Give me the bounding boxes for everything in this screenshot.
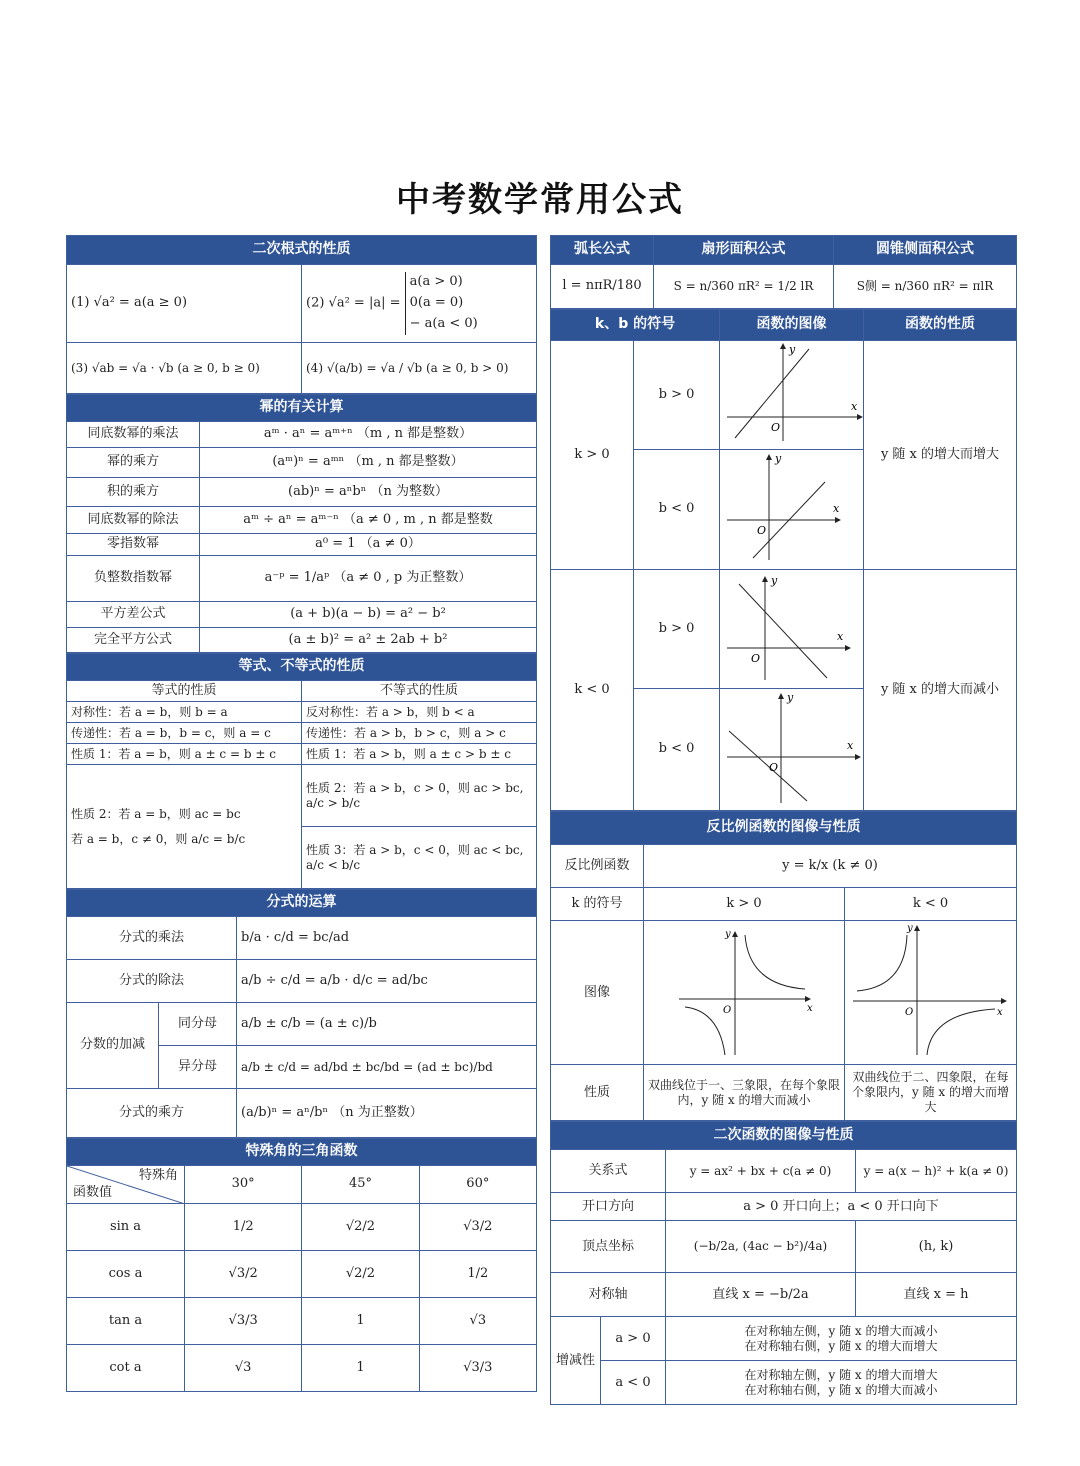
equality-row-3-left: 性质 1：若 a = b，则 a ± c = b ± c (67, 744, 302, 765)
fraction-diff-formula: a/b ± c/d = ad/bd ± bc/bd = (ad ± bc)/bd (237, 1046, 537, 1089)
quad-apos: a > 0 (601, 1317, 666, 1361)
linear-kneg: k < 0 (551, 569, 634, 811)
quad-apos-line2: 在对称轴右侧，y 随 x 的增大而增大 (744, 1338, 938, 1353)
inverse-prop-kpos: 双曲线位于一、三象限，在每个象限内，y 随 x 的增大而减小 (644, 1065, 845, 1121)
radical-formula-2 (302, 265, 537, 343)
left-column (66, 235, 537, 1392)
graph-kpos-bpos (721, 341, 863, 444)
equality-header: 等式、不等式的性质 (67, 654, 537, 681)
inverse-prop-kneg: 双曲线位于二、四象限，在每个象限内，y 随 x 的增大而增大 (845, 1065, 1017, 1121)
fraction-header: 分式的运算 (67, 890, 537, 917)
equality-row-2-right: 传递性：若 a > b，b > c，则 a > c (302, 723, 537, 744)
equality-row-3-right: 性质 1：若 a > b，则 a ± c > b ± c (302, 744, 537, 765)
linear-header-1: k、b 的符号 (551, 310, 720, 341)
axis-origin-label: O (768, 760, 778, 774)
quad-r4-vertex: 直线 x = h (856, 1273, 1017, 1317)
linear-graph-kpos-bneg (720, 450, 864, 569)
linear-dec: y 随 x 的增大而减小 (864, 569, 1017, 811)
trig-val: 1/2 (185, 1204, 302, 1251)
graph-kpos-bneg (721, 450, 863, 563)
trig-val: √3/3 (419, 1345, 536, 1392)
trig-val: √2/2 (302, 1204, 419, 1251)
equality-p2-left-line1: 性质 2：若 a = b，则 ac = bc (71, 806, 241, 821)
axis-y-label: y (774, 452, 781, 466)
radical-formula-2-lead: (2) √a² = |a| = (306, 296, 401, 311)
linear-graph-kneg-bneg (720, 688, 864, 810)
axis-origin-label: O (770, 421, 780, 434)
quad-apos-line1: 在对称轴左侧，y 随 x 的增大而减小 (744, 1323, 938, 1338)
trig-val: √2/2 (302, 1251, 419, 1298)
linear-bpos-1: b > 0 (634, 341, 720, 450)
quad-aneg-line2: 在对称轴右侧，y 随 x 的增大而减小 (744, 1382, 938, 1397)
axis-origin-label: O (905, 1007, 914, 1018)
arc-header-2: 扇形面积公式 (654, 236, 834, 265)
radical-table (66, 235, 537, 394)
linear-graph-kpos-bpos (720, 341, 864, 450)
linear-bneg-1: b < 0 (634, 450, 720, 569)
trig-angle-30: 30° (185, 1166, 302, 1204)
equality-p2-left-line2: 若 a = b，c ≠ 0，则 a/c = b/c (71, 831, 246, 846)
fraction-pow-label: 分式的乘方 (67, 1089, 237, 1138)
trig-val: √3/3 (185, 1298, 302, 1345)
equality-row-1-left: 对称性：若 a = b，则 b = a (67, 702, 302, 723)
equality-table (66, 653, 537, 889)
power-formula-3: (ab)ⁿ = aⁿbⁿ （n 为整数） (200, 478, 537, 507)
axis-x-label: x (997, 1007, 1003, 1018)
trig-val: √3 (419, 1298, 536, 1345)
equality-p2-left (67, 765, 302, 889)
quad-apos-desc (666, 1317, 1017, 1361)
fraction-pow-formula: (a/b)ⁿ = aⁿ/bⁿ （n 为正整数） (237, 1089, 537, 1138)
graph-kneg-bpos (721, 570, 863, 683)
power-name-2: 幂的乘方 (67, 448, 200, 478)
quad-r5-label: 增减性 (551, 1317, 601, 1405)
power-formula-7: (a + b)(a − b) = a² − b² (200, 602, 537, 628)
quad-header: 二次函数的图像与性质 (551, 1122, 1017, 1150)
power-formula-2: (aᵐ)ⁿ = aᵐⁿ （m , n 都是整数） (200, 448, 537, 478)
axis-x-label: x (832, 502, 839, 516)
inverse-table (550, 811, 1017, 1121)
linear-graph-kneg-bpos (720, 569, 864, 688)
linear-kpos: k > 0 (551, 341, 634, 570)
power-name-1: 同底数幂的乘法 (67, 422, 200, 448)
axis-x-label: x (806, 1003, 813, 1014)
inverse-r3-label: 图像 (551, 921, 644, 1065)
graph-kneg-bneg (721, 689, 863, 805)
linear-header-3: 函数的性质 (864, 310, 1017, 341)
trig-fn-cot: cot a (67, 1345, 185, 1392)
quad-r4-label: 对称轴 (551, 1273, 666, 1317)
radical-case-1: a(a > 0) (409, 274, 463, 290)
linear-bneg-2: b < 0 (634, 688, 720, 810)
axis-y-label: y (786, 690, 793, 704)
equality-row-2-left: 传递性：若 a = b，b = c，则 a = c (67, 723, 302, 744)
trig-fn-sin: sin a (67, 1204, 185, 1251)
inverse-header: 反比例函数的图像与性质 (551, 812, 1017, 845)
trig-angle-45: 45° (302, 1166, 419, 1204)
trig-val: √3/2 (419, 1204, 536, 1251)
trig-angle-60: 60° (419, 1166, 536, 1204)
power-header: 幂的有关计算 (67, 395, 537, 422)
quad-r3-vertex: (h, k) (856, 1221, 1017, 1273)
equality-row-1-right: 反对称性：若 a > b，则 b < a (302, 702, 537, 723)
trig-corner-top: 特殊角 (138, 1168, 178, 1183)
axis-x-label: x (850, 400, 857, 413)
inverse-r2-label: k 的符号 (551, 888, 644, 921)
axis-y-label: y (770, 573, 777, 587)
axis-y-label: y (724, 929, 731, 940)
right-column (550, 235, 1017, 1405)
arc-formula-2: S = n/360 πR² = 1/2 lR (654, 265, 834, 309)
quad-r4-general: 直线 x = −b/2a (666, 1273, 856, 1317)
axis-origin-label: O (750, 651, 760, 665)
trig-corner (67, 1166, 185, 1204)
quad-r3-general: (−b/2a, (4ac − b²)/4a) (666, 1221, 856, 1273)
axis-x-label: x (846, 738, 853, 752)
quad-r1-vertex: y = a(x − h)² + k(a ≠ 0) (856, 1150, 1017, 1193)
quad-table (550, 1121, 1017, 1405)
quad-r2-label: 开口方向 (551, 1193, 666, 1221)
power-formula-8: (a ± b)² = a² ± 2ab + b² (200, 628, 537, 653)
radical-case-2: 0(a = 0) (409, 295, 464, 311)
power-name-7: 平方差公式 (67, 602, 200, 628)
radical-formula-3: (3) √ab = √a · √b (a ≥ 0, b ≥ 0) (67, 343, 302, 394)
fraction-mul-label: 分式的乘法 (67, 917, 237, 960)
trig-table (66, 1138, 537, 1392)
radical-case-3: − a(a < 0) (409, 315, 478, 331)
fraction-div-formula: a/b ÷ c/d = a/b · d/c = ad/bc (237, 960, 537, 1003)
quad-aneg: a < 0 (601, 1361, 666, 1405)
trig-val: √3/2 (185, 1251, 302, 1298)
quad-r3-label: 顶点坐标 (551, 1221, 666, 1273)
fraction-mul-formula: b/a · c/d = bc/ad (237, 917, 537, 960)
fraction-div-label: 分式的除法 (67, 960, 237, 1003)
fraction-same-label: 同分母 (159, 1003, 237, 1046)
inverse-r1-formula: y = k/x (k ≠ 0) (644, 845, 1017, 888)
linear-header-2: 函数的图像 (720, 310, 864, 341)
trig-corner-bottom: 函数值 (73, 1184, 113, 1200)
arc-header-3: 圆锥侧面积公式 (834, 236, 1017, 265)
inverse-kneg: k < 0 (845, 888, 1017, 921)
power-name-4: 同底数幂的除法 (67, 507, 200, 534)
power-name-6: 负整数指数幂 (67, 556, 200, 602)
arc-header-1: 弧长公式 (551, 236, 654, 265)
fraction-same-formula: a/b ± c/b = (a ± c)/b (237, 1003, 537, 1046)
axis-origin-label: O (722, 1005, 731, 1016)
quad-r1-general: y = ax² + bx + c(a ≠ 0) (666, 1150, 856, 1193)
trig-val: 1 (302, 1298, 419, 1345)
power-name-3: 积的乘方 (67, 478, 200, 507)
graph-inverse-kpos (645, 921, 844, 1059)
page-title: 中考数学常用公式 (396, 180, 684, 220)
arc-table (550, 235, 1017, 309)
arc-formula-3: S侧 = n/360 πR² = πlR (834, 265, 1017, 309)
linear-table (550, 309, 1017, 811)
axis-y-label: y (907, 923, 913, 934)
inverse-graph-kneg (845, 921, 1017, 1065)
linear-inc: y 随 x 的增大而增大 (864, 341, 1017, 570)
quad-aneg-desc (666, 1361, 1017, 1405)
trig-fn-cos: cos a (67, 1251, 185, 1298)
fraction-table (66, 889, 537, 1138)
quad-r2-value: a > 0 开口向上；a < 0 开口向下 (666, 1193, 1017, 1221)
quad-r1-label: 关系式 (551, 1150, 666, 1193)
linear-bpos-2: b > 0 (634, 569, 720, 688)
trig-fn-tan: tan a (67, 1298, 185, 1345)
axis-origin-label: O (756, 524, 766, 538)
power-formula-5: a⁰ = 1 （a ≠ 0） (200, 534, 537, 556)
equality-p2-right: 性质 2：若 a > b，c > 0，则 ac > bc, a/c > b/c (302, 765, 537, 827)
trig-val: 1/2 (419, 1251, 536, 1298)
quad-aneg-line1: 在对称轴左侧，y 随 x 的增大而增大 (744, 1367, 938, 1382)
power-table (66, 394, 537, 653)
power-name-5: 零指数幂 (67, 534, 200, 556)
inverse-kpos: k > 0 (644, 888, 845, 921)
power-formula-1: aᵐ · aⁿ = aᵐ⁺ⁿ （m , n 都是整数） (200, 422, 537, 448)
arc-formula-1: l = nπR/180 (551, 265, 654, 309)
radical-header: 二次根式的性质 (67, 236, 537, 265)
graph-inverse-kneg (845, 921, 1017, 1059)
equality-col-1: 等式的性质 (67, 681, 302, 702)
equality-col-2: 不等式的性质 (302, 681, 537, 702)
inverse-graph-kpos (644, 921, 845, 1065)
radical-formula-1: (1) √a² = a(a ≥ 0) (67, 265, 302, 343)
power-name-8: 完全平方公式 (67, 628, 200, 653)
inverse-r1-label: 反比例函数 (551, 845, 644, 888)
trig-val: 1 (302, 1345, 419, 1392)
axis-x-label: x (836, 629, 843, 643)
equality-p3-right: 性质 3：若 a > b，c < 0，则 ac < bc, a/c < b/c (302, 827, 537, 889)
trig-val: √3 (185, 1345, 302, 1392)
trig-header: 特殊角的三角函数 (67, 1139, 537, 1166)
axis-y-label: y (788, 343, 795, 356)
inverse-r4-label: 性质 (551, 1065, 644, 1121)
power-formula-4: aᵐ ÷ aⁿ = aᵐ⁻ⁿ （a ≠ 0 , m , n 都是整数 (200, 507, 537, 534)
radical-formula-4: (4) √(a/b) = √a / √b (a ≥ 0, b > 0) (302, 343, 537, 394)
fraction-addsub-label: 分数的加减 (67, 1003, 159, 1089)
fraction-diff-label: 异分母 (159, 1046, 237, 1089)
power-formula-6: a⁻ᵖ = 1/aᵖ （a ≠ 0 , p 为正整数） (200, 556, 537, 602)
